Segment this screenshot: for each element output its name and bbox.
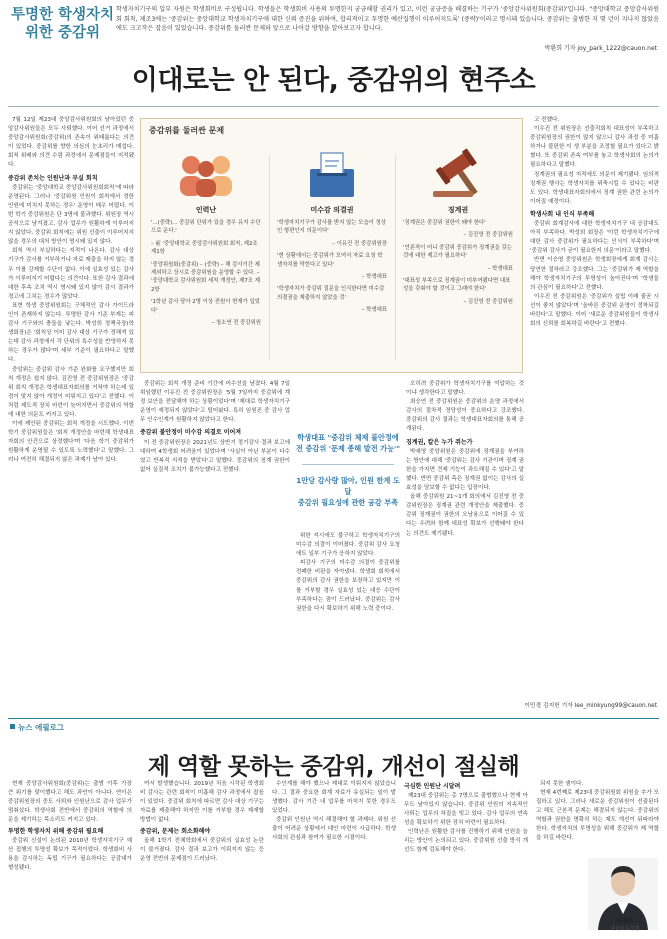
paragraph: 중감위 인원난 역시 해결해야 할 과제다. 위원 선출이 어려운 상황에서 대안 마련이 시급하다. 학생사회의 관심과 참여가 필요한 시점이다. [272,817,396,841]
section-label: 뉴스 에필로그 [18,723,65,732]
series-title [10,6,115,42]
paragraph: 회칙 역시 부실하다는 지적이 나온다. 감사 대상 기구가 감사를 거부하거나 자료 제출을 하지 않는 경우 이를 강제할 수단이 없다. 이에 실효성 있는 감사가 이루어지기 어렵다는 의견이다. 또한 감사 결과에 대한 후속 조치 역시 명시돼 있지 않아 감사 결과가 경고에 그치는 경우가 많았다. [8,248,134,300]
quote-attribution: – 김진영 전 중감위원 [463,298,513,305]
epilogue-column-1 [8,780,132,935]
paragraph: 중앙위는 중감위 감사 기준 완화를 요구했지만 회칙 개정은 쉽지 않다. 김진영 전 중감위원장은 '중감위 회칙 개정은 학생대표자회의를 거쳐야 하는데 일정이 맞지 않아 개정이 미뤄지고 있다'고 전했다. 이처럼 제도적 장치 마련이 늦어지면서 중감위의 역할에 대한 의문도 커지고 있다. [8,366,134,418]
author-affiliation: 대학보도부장 [610,926,640,932]
paragraph: 표현 학생 중앙위원회는 구체적인 감사 가이드라인이 존재하지 않는다. 투명한 감사 기준 부재는 피감사 기구와의 충돌을 낳는다. 박성희 정책국장(학생회장)은 '회칙상 이미 감사 대상 기구가 정해져 있는데 감사 과정에서 각 단위의 특수성을 반영하지 못하는 경우가 많다'며 세부 기준이 필요하다고 말했다. [8,302,134,364]
byline-top: 박환희 기자 joy_park_1222@cauon.net [544,45,657,52]
column-left [8,116,134,711]
quote: '징계권은 중감위 권한이 돼야 한다' [403,220,486,226]
quote: '학생자치기구가 감사를 받지 않는 모습이 정상인 형편인지 의문이다' [277,220,386,235]
infographic-label: 인력난 [195,206,217,214]
subheading: 학생사회 내 인식 부족해 [530,210,595,218]
column-right [406,380,524,710]
epilogue-column-4 [404,780,528,935]
pull-quote [296,432,400,508]
quote: '대표성 부족으로 징계권이 미부여됐다면 대표성을 갖춰야 할 것이고 그래야 한다' [403,278,511,293]
infographic-title: 중감위를 둘러싼 문제 [149,126,225,135]
divider [395,155,396,360]
people-icon [151,147,261,199]
paragraph: 현재 4번째로 제23대 중감위원회 위원을 추가 모집하고 있다. 그러나 새로운 중감위원이 선출된다고 해도 근본적 문제는 해결되지 않는다. 중감위의 역할과 권한을 명확히 하는 제도 개선이 뒤따라야 한다. 학생자치의 투명성을 위해 중감위가 제 역할을 하길 바란다. [536,790,659,841]
pull-quote-line: 학생대표 "중감위 체제 불안정에 [297,433,399,442]
series-title-line-1: 투명한 학생자치 [10,7,115,23]
paragraph: 중감위는 '중앙대학교 중앙감사위원회회칙'에 따라 운영된다. 그러나 '중감위원 인원이 회칙에서 정한 인원에 미치지 못하는 경우' 운영이 매우 어렵다. 이번 학기 중감위원은 단 3명에 불과했다. 위원장 역시 공석으로 남겨졌고, 감사 업무가 원활하게 이루어지지 않았다. 중감위 회칙에는 위원 선출이 이루어지지 않을 경우의 대처 방안이 명시돼 있지 않다. [8,184,134,246]
paragraph: 되지 못한 셈이다. [540,781,584,787]
paragraph: 오히려 중감위가 학생자치기구를 억압하는 것이냐 생각한다고 말했다. [406,381,524,397]
epilogue-column-5 [536,780,659,858]
quote: '학생자치가 중감위 질문을 인식한다면 미수감 의결권을 제출하지 않았을 것' [277,286,385,301]
pull-quote-line: 중감위 필요성에 관한 공감 부족 [297,498,399,507]
series-title-line-2: 위한 중감위 [24,25,101,41]
gavel-icon [403,147,513,199]
epilogue-headline: 제 역할 못하는 중감위, 개선이 절실해 [147,754,520,780]
ballot-box-icon [277,147,387,199]
paragraph: 중감위 신설이 논의된 2010년 학생자치기구 예산 집행의 투명성 확보가 목적이었다. 학생회비 사용을 감시하는 독립 기구가 필요하다는 공감대가 형성됐다. [8,838,132,871]
paragraph: 위한 지시에도 불구하고 학생자치기구의 미수감 의결이 이어졌다. 중감위 감사 요청에도 일부 기구가 응하지 않았다. [296,533,400,558]
paragraph: 최승연 전 중감위원은 중감위의 운영 과정에서 감사의 절차적 정당성이 중요하다고 강조했다. 중감위의 감사 결과는 학생대표자회의를 통해 공개된다. [406,399,524,433]
section-divider [8,718,659,719]
quote-attribution: – 청소연 전 중감위원 [211,320,261,327]
infographic-column-3 [403,147,513,367]
paragraph: 인력난은 원활한 감사를 진행하기 위해 인원을 늘리는 방안이 논의되고 있다. 중감위원 선출 방식 개선도 함께 검토해야 한다. [404,829,528,853]
column-far-right [530,116,659,696]
subheading: 징계권, 칼은 누가 쥐는가 [406,438,473,446]
quote: '현 상황에서는 중감위가 모여서 자료 요청 학생자치를 막힌다고 있다' [277,253,383,268]
infographic-label: 징계권 [447,206,469,214]
quote-attribution: – 학생대표 [361,307,387,314]
paragraph: 징계권의 필요성 지적에도 의문이 제기됐다. 임의적 징계권 행사는 학생자치를 위축시킬 수 있다는 비판도 있다. 학생대표자회의에서 징계 권한 관련 논의가 이어질 예정이다. [530,171,659,205]
paragraph: 올해 1학기 전체학회에서 중감위의 실효성 논란이 불거졌다. 감사 결과 보고가 이뤄지지 않는 등 운영 전반의 문제점이 드러났다. [140,838,264,862]
divider [302,464,394,465]
paragraph: 7월 12일 제23대 중앙감사위원회의 남아있던 중앙감사위원들은 모두 사퇴했다. 이어 선거 과정에서 중앙감사위원회(중감위)의 존속이 위태롭다는 의견이 있었다. 중감위를 향한 의심의 눈초리가 매섭다. 회칙 위배와 의견 수렴 과정에서 문제점들이 지적됐다. [8,117,134,169]
quote: '1학년 감사 담아 2명 이상 전원이 현재가 입었다' [151,299,260,314]
divider [8,106,659,107]
paragraph: 수인계를 해야 했으나 제대로 이뤄지지 않았습니다. 그 결과 중요한 회계 자료가 유실되는 일이 발생했다. 감사 기간 내 업무를 마치지 못한 경우도 있었다. [272,781,396,814]
epilogue-column-3 [272,780,396,935]
quote-attribution: – 前 '중앙대학교 중앙감사위원회 회칙, 제2조 제1항 [151,240,258,256]
divider [269,155,270,360]
paragraph: 피감사 기구의 미수감 의결이 중감위를 전폐한 비판을 자아냈다. 학생회 회칙에서 중감위의 감사 권한을 보장하고 있지만 이를 거부할 경우 실효성 있는 대응 수단이 부족하다는 점이 드러났다. 중감위는 감사 권한을 다시 확보하기 위해 노력 중이다. [296,560,400,612]
infographic-label: 미수감 의결권 [310,206,354,214]
quote: '중앙위원회(중감위) – (중략) – 해 감사기간 제 제외하고 상시로 중감위원을 운영할 수 있다. – '중앙대학교 감사위원회 세칙 개정안, 제7조 제2항 [151,261,260,293]
paragraph: 여서 발생했습니다. 2019년 처음 시작된 학생회비 감사는 관련 회칙이 미흡해 감사 과정에서 잡음이 있었다. 중감위 회칙에 따르면 감사 대상 기구는 자료를 제출해야 하지만 이를 거부할 경우 제재할 방법이 없다. [140,781,264,823]
epilogue-column-2 [140,780,264,935]
quote-attribution: – 이유진 전 중감위원장 [332,240,387,247]
subheading: 중감위 존치는 인원난과 부실 회칙 [8,174,98,182]
subheading: 극심한 인원난 시달려 [404,783,461,790]
quote: '...(중략)... 중감위 단위가 있을 경우 유지 수단으로 운다.' [151,220,261,235]
paragraph: 이 전 중감위원장은 2021년도 상반기 정기감사 결과 보고에 대하여 4학생회 어려움이 있었다며 '사실이 아닌 부분이 다수였고 반복적 지적을 받았다'고 말했다. 중감위의 징계 권한이 없어 실질적 조치가 불가능했다고 전했다. [140,439,290,473]
intro-text: 학생자치기구의 일부 자원은 학생회비로 구성됩니다. 학생들은 학생회비 사용의 투명한지 궁금해할 권리가 있고, 이런 궁금증을 해결하는 기구가 '중앙감사위원회(중감위)'입니다. "중앙대학교 중앙감사위원회 회칙, 제조3에는 '중감위는 중앙대학교 학생자치기구에 대한 신뢰 증진을 위하여, 합리적이고 투명한 예산집행이 이루어지도록' (중략)'이라고 명시돼 있습니다. 중감위는 출범한 지 몇 년이 지나지 않았음에도 크고작은 잡음이 있었습니다. 중감위를 둘러싼 문제와 앞으로 나아갈 방향을 알아보고자 합니다. [116,6,659,33]
paragraph: 고 전했다. [534,117,560,123]
byline-mid: 이민경 김지헌 기자 lee_minkyung99@cauon.net [524,703,657,709]
subheading: 투명한 학생자치 위해 중감위 필요해 [8,828,104,835]
infographic-box [140,118,523,373]
column-mid-2 [296,532,400,710]
quote: '언론적이 어니 중감위 중감위가 징계권을 갖는 것에 대한 제고가 필요하다' [403,244,512,260]
pull-quote-line: 1만당 감사량 많아, 인원 한계 도달 [296,476,400,496]
paragraph: 이우진 전 위원장은 선출직회칙 대표성이 부족하고 중감위원장의 권한이 많지 않으니 감사 과정 중 미흡하거나 불편한 이 생 부분을 조정할 필요가 있다고 밝혔다. 또 중감위 존속 여부를 놓고 학생사회의 논의가 필요하다고 말했다. [530,126,659,169]
quote-attribution: – 학생대표 [487,265,513,272]
main-headline: 이대로는 안 된다, 중감위의 현주소 [131,65,536,96]
paragraph: 이우진 전 중감위원은 '중감위가 설립 이래 줄곧 시선이 좋지 않았다'며 '올바른 중감위 운영이 정착되길 바란다'고 말했다. 이어 '새로운 중감위원들이 학생사회의 신뢰를 회복하길 바란다'고 전했다. [530,293,659,328]
column-mid-1 [140,380,290,710]
infographic-column-2 [277,147,387,367]
paragraph: 반면 이승영 중앙위원은 학생회장에게 회계 감사는 당연한 절차라고 강조했다. 그는 '중감위가 제 역할을 해야 학생자치기구의 투명성이 높아진다'며 '학생들의 관심이 필요하다'고 전했다. [530,257,659,291]
infographic-column-1 [151,147,261,367]
subheading: 중감위, 문제는 회소화해야 [140,828,211,835]
paragraph: 중감위는 회칙 개정 준비 기간에 어수선을 남겼다. 4월 7일 취임했던 이유진 전 중감위원장은 '5월 7일까지 중감위에 계정 보안을 전달해야 하는 상황이었다'며 '제대로 학생자치기구 운영이 예정되지 않았다'고 털어놨다. 특히 임원진 중 감사 업무 인수인계가 원활하지 않았다고 한다. [140,381,290,424]
subheading: 중감위 불안정이 미수감 의결로 이어져 [140,429,242,437]
pull-quote-line: 전 중감위 '문제 종해 발전 가능'" [296,444,400,453]
quote-attribution: – 학생대표 [361,274,387,281]
paragraph: 이에 제안된 중감위는 회칙 개정을 시도했다. 이번 학기 중감위원들은 '회칙 개정안을 마련해 학생대표자회의 안건으로 상정했다'며 '다음 학기 중감위가 원활하게 운영될 수 있도록 노력했다'고 말했다. 그러나 여전히 해결되지 않은 과제가 남아 있다. [8,421,134,464]
author-name: 박환희 [616,918,634,925]
paragraph: 중감위 회계감사에 대한 학생자치기구 내 공감대도 아직 부족하다. 박성희 회장은 '이런 학생자치기구에 대한 감사 중감위가 필요하다는 인식이 부족하다'며 '중감위 감사가 굳이 필요한지 의문'이라고 말했다. [530,221,659,255]
paragraph: 올해 중감위원 21~1개 회의에서 김진영 전 중감위원장은 징계권 관련 개정안을 제출했다. 중감위 징계권이 권한의 오남용으로 이어질 수 있다는 우려와 함께 대표성 확보가 선행돼야 한다는 의견도 제기됐다. [406,494,524,537]
section-marker-icon [10,724,15,729]
paragraph: 제23대 중감위는 총 7명으로 출범했으나 현재 아무도 남아있지 않습니다. 중감위 인원의 지속적인 사퇴는 업무의 차질을 빚고 있다. 감사 업무의 연속성을 확보하기 위한 장치 마련이 필요하다. [404,793,528,826]
paragraph: 박예영 중앙위원은 중감위에 징계권을 부여하는 방안에 대해 '중감위는 감사 기관이며 징계 권한을 가지면 견제 기능이 과도해질 수 있다'고 말했다. 반면 중감위 측은 징계권 없이는 감사의 실효성을 담보할 수 없다는 입장이다. [406,448,524,492]
quote-attribution: – 김진영 전 중감위원 [463,232,513,239]
paragraph: 현재 중앙감사위원회(중감위)는 출범 이후 가장 큰 위기를 맞이했다고 해도 과언이 아니다. 연이은 중감위원장의 중도 사퇴와 인원난으로 감사 업무가 멈춰섰다. 학생사회 전반에서 중감위의 역할에 의문을 제기하는 목소리도 커지고 있다. [8,781,132,823]
